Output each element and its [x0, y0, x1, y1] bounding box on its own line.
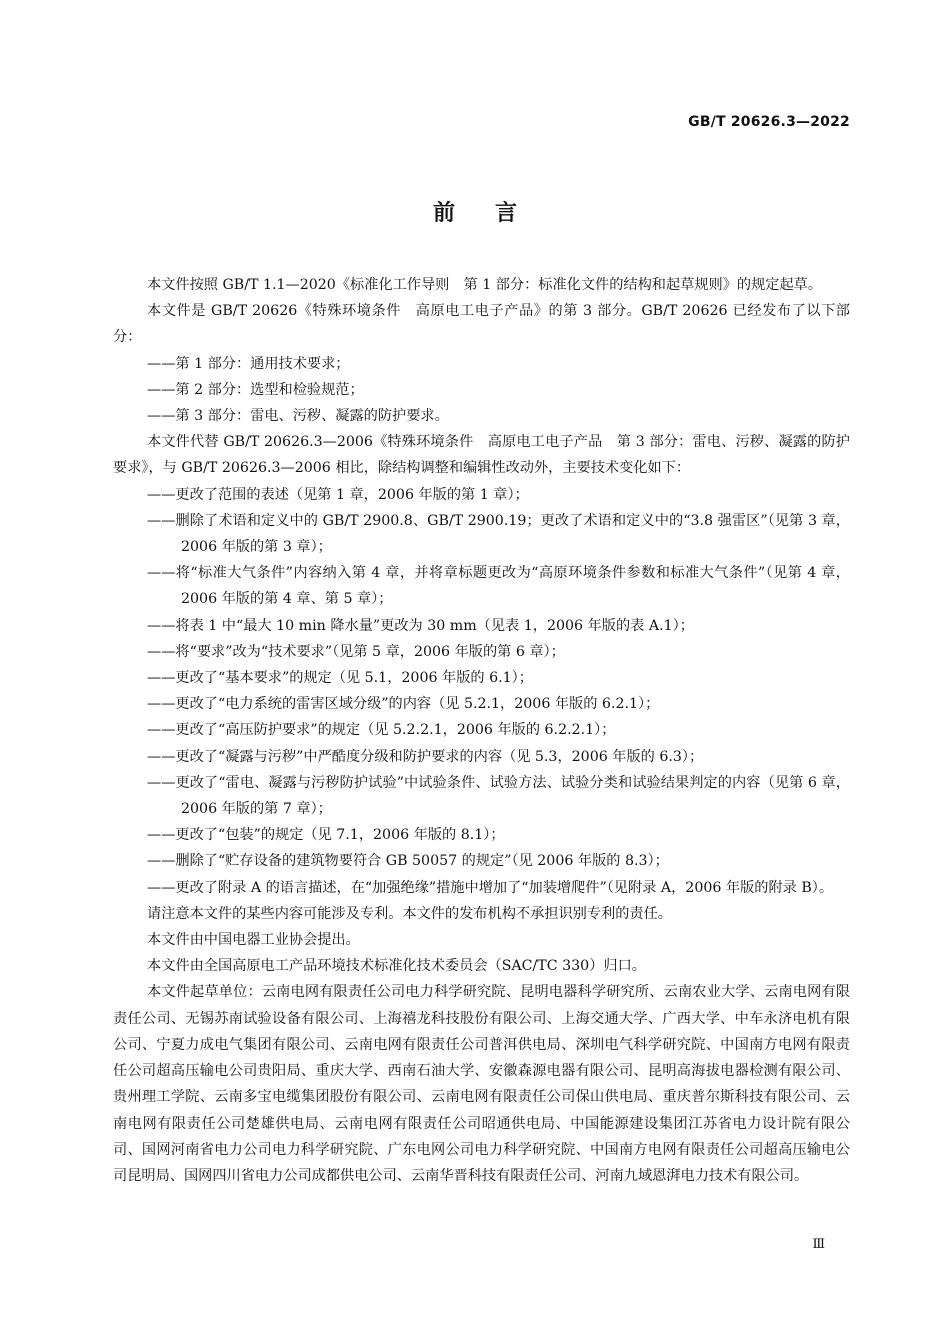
list-item: ——更改了“基本要求”的规定（见 5.1，2006 年版的 6.1）；	[147, 670, 533, 687]
list-item: ——将表 1 中“最大 10 min 降水量”更改为 30 mm（见表 1，2006 年版的表 A.1）；	[147, 617, 694, 634]
list-item: ——更改了“雷电、凝露与污秽防护试验”中试验条件、试验方法、试验分类和试验结果判定的内容（见第 6 章，2006 年版的第 7 章）；	[147, 774, 850, 818]
list-item: ——更改了“凝露与污秽”中严酷度分级和防护要求的内容（见 5.3，2006 年版的 6.3）；	[147, 748, 704, 765]
list-item: ——第 1 部分：通用技术要求；	[147, 355, 350, 372]
list-item: ——第 3 部分：雷电、污秽、凝露的防护要求。	[147, 408, 449, 425]
list-item: ——更改了范围的表述（见第 1 章，2006 年版的第 1 章）；	[147, 486, 529, 503]
list-item: ——删除了“贮存设备的建筑物要符合 GB 50057 的规定”（见 2006 年版的 8.3）；	[147, 853, 669, 870]
page-title: 前言	[432, 201, 557, 226]
list-item: ——更改了“电力系统的雷害区域分级”的内容（见 5.2.1，2006 年版的 6.2.1）；	[147, 696, 660, 713]
list-item: ——将“要求”改为“技术要求”（见第 5 章，2006 年版的第 6 章）；	[147, 643, 565, 660]
paragraph: 本文件代替 GB/T 20626.3—2006《特殊环境条件 高原电工电子产品 第 3 部分：雷电、污秽、凝露的防护要求》，与 GB/T 20626.3—2006 相比，除结构调整和编辑性改动外，主要技术变化如下：	[113, 434, 850, 477]
foreword-body	[113, 272, 850, 1189]
page-number: Ⅲ	[812, 1237, 825, 1252]
paragraph: 请注意本文件的某些内容可能涉及专利。本文件的发布机构不承担识别专利的责任。	[147, 905, 672, 922]
paragraph: 本文件由中国电器工业协会提出。	[147, 932, 360, 949]
list-item: ——第 2 部分：选型和检验规范；	[147, 381, 364, 398]
list-item: ——将“标准大气条件”内容纳入第 4 章，并将章标题更改为“高原环境条件参数和标准大气条件”（见第 4 章，2006 年版的第 4 章、第 5 章）；	[147, 565, 850, 608]
paragraph: 本文件起草单位：云南电网有限责任公司电力科学研究院、昆明电器科学研究所、云南农业大学、云南电网有限责任公司、无锡苏南试验设备有限公司、上海禧龙科技股份有限公司、上海交通大学、广西大学、中车永济电机有限公司、宁夏力成电气集团有限公司、云南电网有限责任公司普洱供电局、深圳电气科学研究院、中国南方电网有限责任公司超高压输电公司贵阳局、重庆大学、西南石油大学、安徽森源电器有限公司、昆明高海拔电器检测有限公司、贵州理工学院、云南多宝电缆集团股份有限公司、云南电网有限责任公司保山供电局、重庆普尔斯科技有限公司、云南电网有限责任公司楚雄供电局、云南电网有限责任公司昭通供电局、中国能源建设集团江苏省电力设计院有限公司、国网河南省电力公司电力科学研究院、广东电网公司电力科学研究院、中国南方电网有限责任公司超高压输电公司昆明局、国网四川省电力公司成都供电公司、云南华晋科技有限责任公司、河南九域恩湃电力技术有限公司。	[113, 984, 850, 1184]
list-item: ——更改了附录 A 的语言描述，在“加强绝缘”措施中增加了“加装增爬件”（见附录 A，2006 年版的附录 B）。	[147, 879, 834, 896]
paragraph: 本文件是 GB/T 20626《特殊环境条件 高原电工电子产品》的第 3 部分。GB/T 20626 已经发布了以下部分：	[113, 303, 850, 346]
list-item: ——更改了“高压防护要求”的规定（见 5.2.2.1，2006 年版的 6.2.2.1）；	[147, 722, 616, 739]
paragraph: 本文件由全国高原电工产品环境技术标准化技术委员会（SAC/TC 330）归口。	[147, 958, 646, 975]
list-item: ——删除了术语和定义中的 GB/T 2900.8、GB/T 2900.19；更改了术语和定义中的“3.8 强雷区”（见第 3 章，2006 年版的第 3 章）；	[147, 512, 850, 556]
list-item: ——更改了“包装”的规定（见 7.1，2006 年版的 8.1）；	[147, 827, 505, 844]
paragraph: 本文件按照 GB/T 1.1—2020《标准化工作导则 第 1 部分：标准化文件的结构和起草规则》的规定起草。	[147, 277, 823, 293]
standard-code: GB/T 20626.3—2022	[688, 114, 850, 130]
